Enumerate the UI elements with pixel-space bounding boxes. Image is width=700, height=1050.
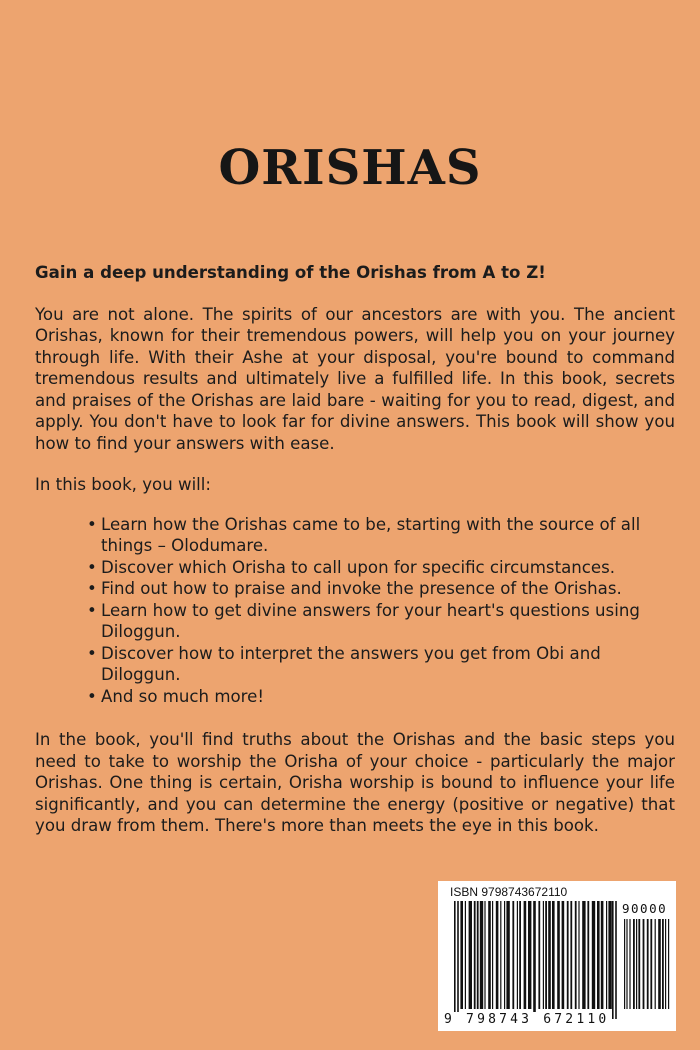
barcode-bar	[492, 901, 493, 1009]
barcode-bar	[517, 901, 518, 1009]
bullet-icon: •	[87, 579, 97, 598]
list-item: • Learn how the Orishas came to be, starting with the source of all things – Olodumare.	[87, 514, 641, 555]
book-title: ORISHAS	[218, 140, 482, 196]
barcode-bar	[643, 919, 645, 1009]
barcode-bar	[601, 901, 604, 1009]
barcode-bar	[650, 919, 652, 1009]
barcode-bar	[557, 901, 560, 1009]
barcode-bar	[570, 901, 572, 1009]
list-item: • And so much more!	[87, 686, 264, 706]
barcode-bar	[615, 901, 617, 1019]
bullet-icon: •	[87, 514, 97, 534]
barcode-bar	[512, 901, 514, 1009]
barcode-bar	[562, 901, 565, 1009]
barcode-bar	[519, 901, 521, 1009]
barcode-bar	[533, 901, 536, 1019]
barcode-bar	[612, 901, 614, 1019]
barcode-bar	[665, 919, 666, 1009]
barcode-bar	[454, 901, 456, 1019]
barcode-bar	[597, 901, 600, 1009]
tagline: Gain a deep understanding of the Orishas from A to Z!	[35, 263, 546, 282]
barcode-bar	[668, 919, 669, 1009]
barcode-bar	[662, 919, 664, 1009]
barcode-bar	[567, 901, 569, 1009]
barcode-bar	[636, 919, 637, 1009]
barcode-bar	[465, 901, 466, 1009]
barcode-bar	[469, 901, 472, 1009]
barcode-bar	[633, 919, 635, 1009]
barcode-bar	[480, 901, 483, 1009]
barcode-bar	[552, 901, 555, 1009]
barcode-bar	[488, 901, 491, 1009]
barcode-bar	[626, 919, 627, 1009]
barcode-bar	[548, 901, 551, 1009]
barcode-bar	[658, 919, 661, 1009]
barcode-bar	[638, 919, 640, 1009]
barcode-bar	[543, 901, 544, 1009]
barcode-bar	[496, 901, 499, 1009]
list-item: • Learn how to get divine answers for your heart's questions using Diloggun.	[87, 600, 640, 641]
list-item: • Find out how to praise and invoke the presence of the Orishas.	[87, 579, 622, 598]
barcode-bar	[647, 919, 649, 1009]
barcode-bar	[578, 901, 579, 1009]
isbn-label: ISBN 9798743672110	[450, 885, 568, 899]
feature-list	[87, 514, 675, 708]
back-cover-text	[35, 262, 675, 857]
barcode-bar	[606, 901, 607, 1009]
bullet-icon: •	[87, 557, 97, 577]
barcode-bar	[500, 901, 501, 1009]
list-lead: In this book, you will:	[35, 475, 211, 494]
bullet-icon: •	[87, 600, 97, 620]
barcode-bar	[504, 901, 505, 1009]
barcode-bar	[460, 901, 463, 1009]
barcode-bar	[608, 901, 611, 1009]
barcode-bar	[457, 901, 459, 1019]
list-item: • Discover how to interpret the answers you get from Obi and Diloggun.	[87, 643, 601, 684]
list-item: • Discover which Orisha to call upon for specific circumstances.	[87, 557, 616, 577]
barcode-bar	[582, 901, 585, 1009]
barcode-bar	[592, 901, 595, 1009]
barcode-bar	[575, 901, 577, 1009]
barcode-digits: 9 798743 672110	[444, 1012, 610, 1027]
bullet-icon: •	[87, 686, 97, 706]
barcode-bar	[506, 901, 509, 1009]
barcode-bar	[524, 901, 527, 1009]
barcode-bar	[629, 919, 630, 1009]
barcode-bar	[477, 901, 479, 1009]
barcode-bar	[528, 901, 531, 1009]
barcode-bar	[545, 901, 547, 1009]
addon-digits: 90000	[622, 901, 668, 916]
barcode-bar	[538, 901, 540, 1009]
barcode	[438, 881, 676, 1031]
closing-paragraph: In the book, you'll find truths about the Orishas and the basic steps you need to take to worship the Orisha of your choice - particularly the major Orishas. One thing is certain, Orisha worship is bound to influence your life significantly, and you can determine the energy (positive or negative) that you draw from them. There's more than meets the eye in this book.	[35, 730, 675, 835]
barcode-bar	[655, 919, 656, 1009]
barcode-bar	[484, 901, 485, 1009]
barcode-bar	[474, 901, 476, 1009]
bullet-icon: •	[87, 643, 97, 663]
intro-paragraph: You are not alone. The spirits of our ancestors are with you. The ancient Orishas, known for their tremendous powers, will help you on your journey through life. With their Ashe at your disposal, you're bound to command tremendous results and ultimately live a fulfilled life. In this book, secrets and praises of the Orishas are laid bare - waiting for you to read, digest, and apply. You don't have to look far for divine answers. This book will show you how to find your answers with ease.	[35, 304, 675, 453]
barcode-bar	[587, 901, 589, 1009]
barcode-bar	[624, 919, 625, 1009]
